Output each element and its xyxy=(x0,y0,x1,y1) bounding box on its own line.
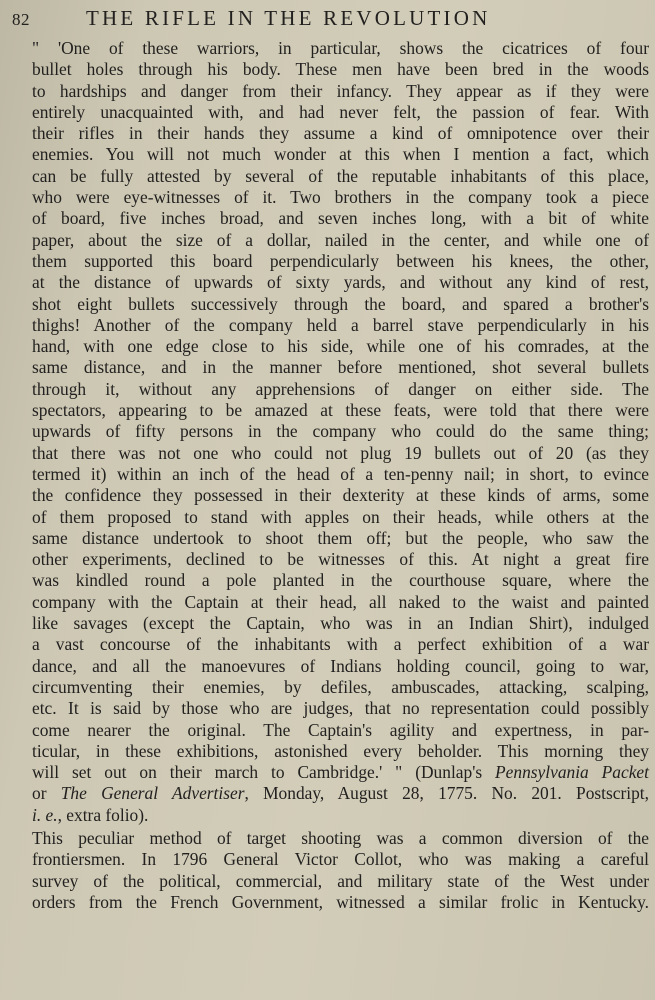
text-line: who were eye-witnesses of it. Two brothers in the company took a piece xyxy=(32,187,649,208)
text-line: at the distance of upwards of sixty yards, and without any kind of rest, xyxy=(32,272,649,293)
citation-title: Pennsylvania Packet xyxy=(495,762,649,783)
text-fragment: , Monday, August 28, 1775. No. 201. Postscript, xyxy=(244,783,649,804)
quoted-paragraph xyxy=(12,38,649,826)
text-line: through it, without any apprehensions of danger on either side. The xyxy=(32,378,649,399)
text-line: them supported this board perpendicularly between his knees, the other, xyxy=(32,250,649,271)
text-line: same distance, and in the manner before mentioned, shot several bullets xyxy=(32,357,649,378)
citation-title: The General Advertiser xyxy=(60,783,245,804)
body-text xyxy=(12,38,649,913)
text-line: come nearer the original. The Captain's agility and expertness, in par- xyxy=(32,719,649,740)
text-line: that there was not one who could not plug 19 bullets out of 20 (as they xyxy=(32,442,649,463)
text-line: spectators, appearing to be amazed at these feats, were told that there were xyxy=(32,400,649,421)
text-line: like savages (except the Captain, who was in an Indian Shirt), indulged xyxy=(32,613,649,634)
text-line: entirely unacquainted with, and had never felt, the passion of fear. With xyxy=(32,101,649,122)
text-line: can be fully attested by several of the reputable inhabitants of this place, xyxy=(32,165,649,186)
text-line: termed it) within an inch of the head of a ten-penny nail; in short, to evince xyxy=(32,463,649,484)
text-line: of them proposed to stand with apples on their heads, while others at the xyxy=(32,506,649,527)
text-line: the confidence they possessed in their dexterity at these kinds of arms, some xyxy=(32,485,649,506)
text-line: company with the Captain at their head, all naked to the waist and painted xyxy=(32,591,649,612)
page-number: 82 xyxy=(12,10,30,29)
text-line: This peculiar method of target shooting was a common diversion of the xyxy=(32,827,649,848)
text-line: same distance undertook to shoot them off; but the people, who saw the xyxy=(32,527,649,548)
text-line: frontiersmen. In 1796 General Victor Collot, who was making a careful xyxy=(32,849,649,870)
text-line xyxy=(12,805,649,826)
text-line xyxy=(12,762,649,783)
text-line: hand, with one edge close to his side, while one of his comrades, at the xyxy=(32,336,649,357)
citation-abbrev: i. e. xyxy=(32,804,58,825)
text-fragment: will set out on their march to Cambridge.' " (Dunlap's xyxy=(32,762,496,783)
text-line: dance, and all the manoevures of Indians holding council, going to war, xyxy=(32,655,649,676)
running-head: THE RIFLE IN THE REVOLUTION xyxy=(86,6,491,30)
text-line: their rifles in their hands they assume a kind of omnipotence over their xyxy=(32,123,649,144)
text-fragment: or xyxy=(32,783,61,804)
narrative-paragraph xyxy=(12,828,649,913)
text-line: circumventing their enemies, by defiles, ambuscades, attacking, scalping, xyxy=(32,676,649,697)
text-line: of board, five inches broad, and seven inches long, with a bit of white xyxy=(32,208,649,229)
text-line: to hardships and danger from their infancy. They appear as if they were xyxy=(32,80,649,101)
text-line: shot eight bullets successively through the board, and spared a brother's xyxy=(32,293,649,314)
text-line: a vast concourse of the inhabitants with a perfect exhibition of a war xyxy=(32,634,649,655)
text-line: enemies. You will not much wonder at this when I mention a fact, which xyxy=(32,144,649,165)
page-header xyxy=(12,6,649,38)
text-line: ticular, in these exhibitions, astonished every beholder. This morning they xyxy=(32,740,649,761)
text-line: bullet holes through his body. These men have been bred in the woods xyxy=(32,59,649,80)
text-line xyxy=(12,783,649,804)
text-line: thighs! Another of the company held a barrel stave perpendicularly in his xyxy=(32,314,649,335)
text-line: paper, about the size of a dollar, nailed in the center, and while one of xyxy=(32,229,649,250)
text-line: " 'One of these warriors, in particular, shows the cicatrices of four xyxy=(32,38,649,58)
text-line: was kindled round a pole planted in the courthouse square, where the xyxy=(32,570,649,591)
text-line: etc. It is said by those who are judges, that no representation could possibly xyxy=(32,698,649,719)
text-line: survey of the political, commercial, and military state of the West under xyxy=(32,870,649,891)
text-line: other experiments, declined to be witnesses of this. At night a great fire xyxy=(32,549,649,570)
text-fragment: , extra folio). xyxy=(57,804,149,825)
text-line: upwards of fifty persons in the company who could do the same thing; xyxy=(32,421,649,442)
text-line: orders from the French Government, witnessed a similar frolic in Kentucky. xyxy=(32,891,649,912)
